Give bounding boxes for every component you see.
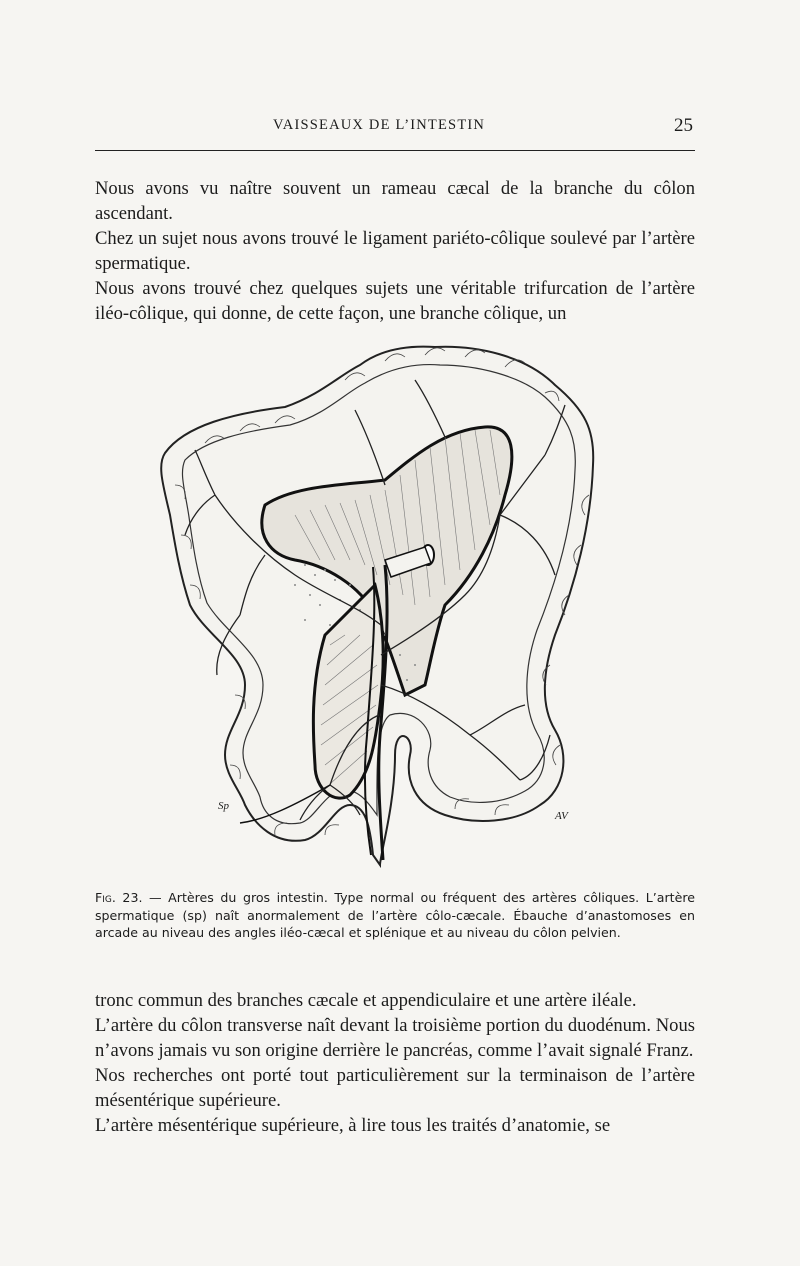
paragraph: Chez un sujet nous avons trouvé le ligament pariéto-côlique soulevé par l’artère spermatique. xyxy=(95,228,695,274)
caption-text: — Artères du gros intestin. Type normal ou fréquent des artères côliques. L’artère spermatique (sp) naît anormalement de l’artère côlo-cæcale. Ébauche d’anastomoses en arcade au niveau des angles iléo-cæcal et splénique et au niveau du côlon pelvien. xyxy=(95,890,695,940)
paragraph: Nous avons trouvé chez quelques sujets une véritable trifurcation de l’artère iléo-côlique, qui donne, de cette façon, une branche côlique, un xyxy=(95,278,695,324)
figure-label-sp: Sp xyxy=(218,800,229,812)
page-number: 25 xyxy=(674,115,693,136)
running-header xyxy=(95,117,695,137)
figure-signature: AV xyxy=(555,810,568,822)
header-rule xyxy=(95,150,695,151)
paragraph: L’artère mésentérique supérieure, à lire tous les traités d’anatomie, se xyxy=(95,1115,611,1136)
paragraph: L’artère du côlon transverse naît devant la troisième portion du duodénum. Nous n’avons jamais vu son origine derrière le pancréas, comme l’avait signalé Franz. xyxy=(95,1015,695,1061)
paragraph: tronc commun des branches cæcale et appendiculaire et une artère iléale. xyxy=(95,990,637,1011)
anatomical-figure xyxy=(145,335,615,875)
running-title: VAISSEAUX DE L’INTESTIN xyxy=(273,117,486,133)
paragraph: Nous avons vu naître souvent un rameau cæcal de la branche du côlon ascendant. xyxy=(95,178,695,224)
paragraph: Nos recherches ont porté tout particulièrement sur la terminaison de l’artère mésentérique supérieure. xyxy=(95,1065,695,1111)
bottom-text-block xyxy=(95,988,695,1138)
caption-label: Fig. 23. xyxy=(95,890,143,905)
figure-caption xyxy=(95,889,695,942)
top-text-block xyxy=(95,176,695,326)
